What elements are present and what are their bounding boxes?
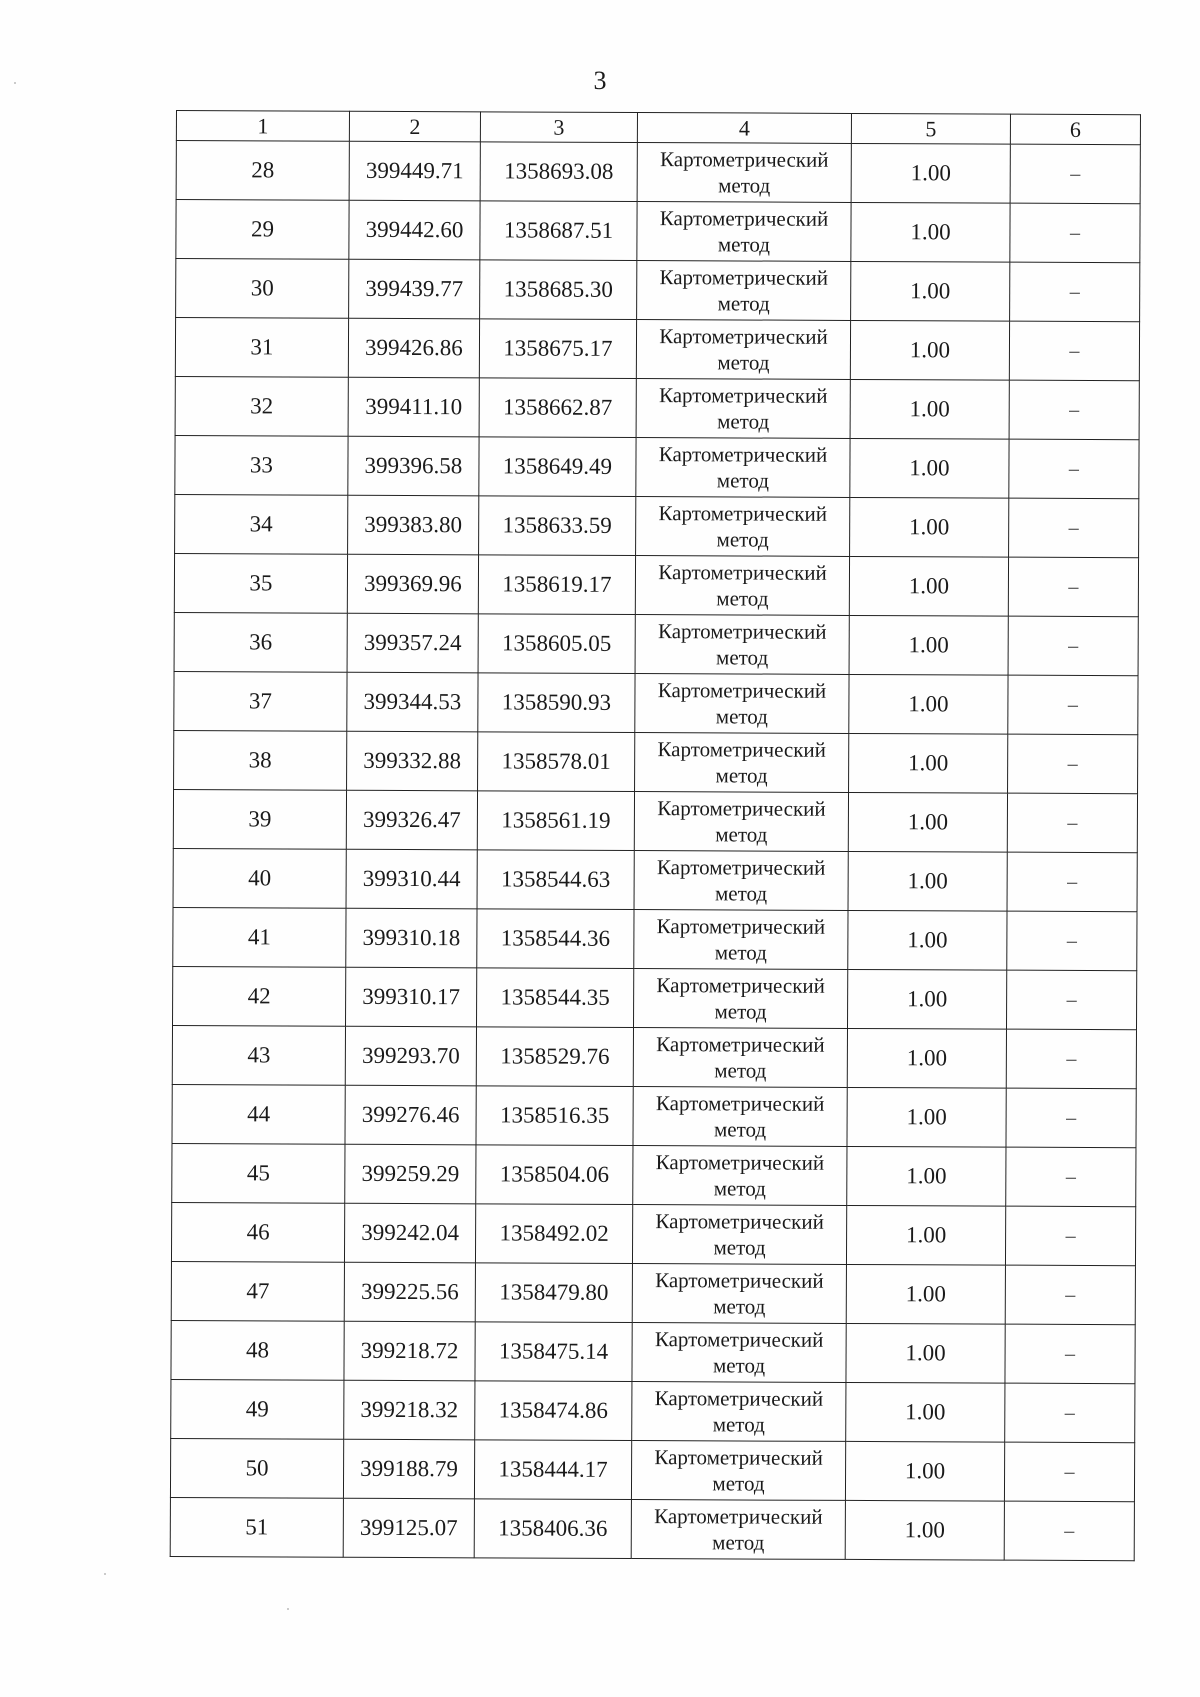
point-number-cell: 37 (174, 671, 347, 731)
note-cell: – (1008, 734, 1138, 794)
method-line-1: Картометрический (657, 678, 827, 703)
method-cell (636, 320, 850, 380)
point-number-cell: 43 (172, 1025, 345, 1085)
table-row (175, 318, 1139, 381)
x-coordinate-cell: 399332.88 (347, 731, 478, 791)
point-number-cell: 33 (175, 435, 348, 495)
method-line-2: метод (716, 586, 769, 611)
point-number-cell: 35 (174, 553, 347, 613)
point-number-cell: 34 (175, 494, 348, 554)
y-coordinate-cell: 1358590.93 (478, 673, 635, 733)
table-row (174, 671, 1138, 734)
method-line-2: метод (715, 704, 768, 729)
method-cell (635, 615, 849, 675)
note-cell: – (1008, 557, 1138, 617)
y-coordinate-cell: 1358649.49 (479, 437, 636, 497)
note-cell: – (1010, 144, 1140, 204)
method-line-2: метод (713, 1117, 767, 1142)
point-number-cell: 36 (174, 612, 347, 672)
x-coordinate-cell: 399426.86 (348, 318, 479, 378)
y-coordinate-cell: 1358561.19 (477, 791, 634, 851)
method-line-2: метод (712, 1412, 765, 1437)
header-cell: 1 (176, 111, 349, 142)
method-line-2: метод (714, 999, 767, 1024)
method-line-1: Картометрический (656, 855, 826, 880)
method-line-2: метод (713, 1235, 766, 1260)
method-cell (635, 733, 849, 793)
method-cell (636, 379, 850, 439)
x-coordinate-cell: 399411.10 (348, 377, 479, 437)
method-line-2: метод (714, 881, 768, 906)
method-line-2: метод (715, 822, 768, 847)
point-number-cell: 30 (176, 259, 349, 319)
note-cell: – (1009, 321, 1139, 381)
header-cell: 4 (637, 113, 851, 144)
method-line-1: Картометрический (658, 560, 827, 585)
x-coordinate-cell: 399259.29 (345, 1144, 476, 1204)
method-line-1: Картометрический (654, 1445, 823, 1470)
table-row (172, 1143, 1136, 1206)
table-row (172, 1025, 1136, 1088)
method-line-1: Картометрический (656, 1032, 825, 1057)
header-cell: 2 (349, 111, 480, 142)
y-coordinate-cell: 1358693.08 (480, 142, 637, 202)
method-line-2: метод (716, 645, 769, 670)
method-line-1: Картометрический (660, 147, 829, 172)
accuracy-cell: 1.00 (846, 1264, 1005, 1324)
x-coordinate-cell: 399439.77 (349, 259, 480, 319)
table-row (170, 1438, 1134, 1501)
note-cell: – (1008, 675, 1138, 735)
point-number-cell: 50 (170, 1438, 343, 1498)
table-row (174, 553, 1138, 616)
accuracy-cell: 1.00 (848, 910, 1007, 970)
method-line-1: Картометрический (659, 265, 829, 290)
method-cell (632, 1382, 846, 1442)
x-coordinate-cell: 399449.71 (349, 141, 480, 201)
method-line-1: Картометрический (655, 1150, 825, 1175)
x-coordinate-cell: 399188.79 (343, 1439, 474, 1499)
accuracy-cell: 1.00 (845, 1441, 1004, 1501)
page-number: 3 (593, 66, 607, 95)
method-line-2: метод (718, 173, 771, 198)
table-header-row (176, 111, 1140, 145)
x-coordinate-cell: 399293.70 (345, 1026, 476, 1086)
point-number-cell: 31 (175, 318, 348, 378)
method-line-1: Картометрический (657, 796, 826, 821)
method-line-1: Картометрический (655, 1209, 824, 1234)
point-number-cell: 51 (170, 1497, 343, 1557)
accuracy-cell: 1.00 (849, 674, 1008, 734)
accuracy-cell: 1.00 (851, 143, 1010, 203)
method-line-2: метод (715, 763, 768, 788)
table-row (173, 848, 1137, 911)
table-row (175, 435, 1139, 498)
y-coordinate-cell: 1358662.87 (479, 378, 636, 438)
accuracy-cell: 1.00 (850, 320, 1009, 380)
method-line-1: Картометрический (656, 973, 825, 998)
method-line-2: метод (713, 1294, 766, 1319)
x-coordinate-cell: 399310.17 (346, 967, 477, 1027)
accuracy-cell: 1.00 (850, 497, 1009, 557)
method-line-1: Картометрический (655, 1091, 825, 1116)
table-row (170, 1497, 1134, 1560)
accuracy-cell: 1.00 (845, 1500, 1004, 1560)
accuracy-cell: 1.00 (847, 1028, 1006, 1088)
x-coordinate-cell: 399125.07 (343, 1498, 474, 1558)
scan-speck (104, 1573, 106, 1575)
accuracy-cell: 1.00 (846, 1323, 1005, 1383)
x-coordinate-cell: 399383.80 (348, 495, 479, 555)
accuracy-cell: 1.00 (851, 261, 1010, 321)
x-coordinate-cell: 399357.24 (347, 613, 478, 673)
point-number-cell: 46 (171, 1202, 344, 1262)
table-row (174, 730, 1138, 793)
table-row (173, 966, 1137, 1029)
scan-speck (287, 1608, 289, 1610)
method-cell (637, 202, 851, 262)
method-line-1: Картометрический (654, 1327, 824, 1352)
x-coordinate-cell: 399344.53 (347, 672, 478, 732)
x-coordinate-cell: 399310.18 (346, 908, 477, 968)
method-cell (632, 1323, 846, 1383)
method-cell (634, 851, 848, 911)
y-coordinate-cell: 1358504.06 (476, 1145, 633, 1205)
accuracy-cell: 1.00 (850, 379, 1009, 439)
table-row (171, 1320, 1135, 1383)
y-coordinate-cell: 1358516.35 (476, 1086, 633, 1146)
y-coordinate-cell: 1358544.36 (477, 909, 634, 969)
method-line-2: метод (714, 940, 767, 965)
note-cell: – (1007, 911, 1137, 971)
method-cell (632, 1264, 846, 1324)
x-coordinate-cell: 399276.46 (345, 1085, 476, 1145)
method-line-1: Картометрический (658, 501, 828, 526)
point-number-cell: 49 (171, 1379, 344, 1439)
method-line-1: Картометрический (654, 1386, 824, 1411)
y-coordinate-cell: 1358475.14 (475, 1322, 632, 1382)
point-number-cell: 42 (173, 966, 346, 1026)
header-cell: 6 (1010, 114, 1140, 145)
table-row (175, 494, 1139, 557)
method-cell (635, 556, 849, 616)
note-cell: – (1006, 1029, 1136, 1089)
method-line-1: Картометрический (657, 619, 827, 644)
x-coordinate-cell: 399369.96 (347, 554, 478, 614)
method-cell (633, 1146, 847, 1206)
table-row (171, 1261, 1135, 1324)
note-cell: – (1007, 793, 1137, 853)
method-line-1: Картометрический (657, 737, 827, 762)
method-line-1: Картометрический (659, 324, 828, 349)
accuracy-cell: 1.00 (847, 1087, 1006, 1147)
method-line-2: метод (716, 527, 769, 552)
table-row (171, 1379, 1135, 1442)
y-coordinate-cell: 1358633.59 (479, 496, 636, 556)
y-coordinate-cell: 1358529.76 (476, 1027, 633, 1087)
y-coordinate-cell: 1358474.86 (475, 1381, 632, 1441)
y-coordinate-cell: 1358687.51 (480, 201, 637, 261)
note-cell: – (1010, 203, 1140, 263)
point-number-cell: 48 (171, 1320, 344, 1380)
method-line-2: метод (716, 468, 769, 493)
table-row (173, 907, 1137, 970)
y-coordinate-cell: 1358675.17 (479, 319, 636, 379)
method-cell (633, 1087, 847, 1147)
accuracy-cell: 1.00 (848, 792, 1007, 852)
coordinates-table (170, 110, 1141, 1561)
note-cell: – (1004, 1501, 1134, 1561)
point-number-cell: 39 (173, 789, 346, 849)
table-row (176, 259, 1140, 322)
note-cell: – (1006, 970, 1136, 1030)
method-line-1: Картометрический (658, 442, 828, 467)
point-number-cell: 41 (173, 907, 346, 967)
note-cell: – (1010, 262, 1140, 322)
y-coordinate-cell: 1358479.80 (475, 1263, 632, 1323)
point-number-cell: 47 (171, 1261, 344, 1321)
method-line-1: Картометрический (659, 206, 829, 231)
point-number-cell: 32 (175, 376, 348, 436)
method-cell (632, 1205, 846, 1265)
x-coordinate-cell: 399218.32 (344, 1380, 475, 1440)
method-cell (637, 261, 851, 321)
point-number-cell: 38 (174, 730, 347, 790)
note-cell: – (1009, 439, 1139, 499)
table-row (171, 1202, 1135, 1265)
method-line-2: метод (717, 232, 771, 257)
x-coordinate-cell: 399225.56 (344, 1262, 475, 1322)
x-coordinate-cell: 399242.04 (344, 1203, 475, 1263)
method-line-2: метод (717, 291, 770, 316)
y-coordinate-cell: 1358605.05 (478, 614, 635, 674)
note-cell: – (1009, 498, 1139, 558)
point-number-cell: 44 (172, 1084, 345, 1144)
accuracy-cell: 1.00 (849, 733, 1008, 793)
accuracy-cell: 1.00 (849, 556, 1008, 616)
method-cell (634, 969, 848, 1029)
note-cell: – (1009, 380, 1139, 440)
y-coordinate-cell: 1358406.36 (474, 1499, 631, 1559)
y-coordinate-cell: 1358544.63 (477, 850, 634, 910)
header-cell: 3 (480, 112, 637, 143)
y-coordinate-cell: 1358492.02 (475, 1204, 632, 1264)
method-line-2: метод (712, 1353, 766, 1378)
note-cell: – (1005, 1265, 1135, 1325)
method-line-2: метод (714, 1058, 767, 1083)
accuracy-cell: 1.00 (847, 1146, 1006, 1206)
y-coordinate-cell: 1358578.01 (478, 732, 635, 792)
table-row (176, 141, 1140, 204)
table-row (176, 200, 1140, 263)
point-number-cell: 40 (173, 848, 346, 908)
accuracy-cell: 1.00 (847, 969, 1006, 1029)
method-cell (636, 438, 850, 498)
table-body (170, 111, 1140, 1561)
y-coordinate-cell: 1358444.17 (474, 1440, 631, 1500)
scan-speck (14, 82, 16, 84)
method-cell (635, 674, 849, 734)
note-cell: – (1006, 1147, 1136, 1207)
note-cell: – (1005, 1383, 1135, 1443)
accuracy-cell: 1.00 (846, 1382, 1005, 1442)
point-number-cell: 29 (176, 200, 349, 260)
accuracy-cell: 1.00 (848, 851, 1007, 911)
header-cell: 5 (851, 113, 1010, 144)
x-coordinate-cell: 399310.44 (346, 849, 477, 909)
method-cell (637, 143, 851, 203)
method-line-2: метод (717, 350, 770, 375)
table-row (174, 612, 1138, 675)
method-cell (631, 1500, 845, 1560)
method-line-2: метод (712, 1530, 765, 1555)
method-cell (634, 910, 848, 970)
method-cell (636, 497, 850, 557)
note-cell: – (1007, 852, 1137, 912)
note-cell: – (1005, 1324, 1135, 1384)
note-cell: – (1005, 1206, 1135, 1266)
method-line-1: Картометрический (656, 914, 826, 939)
note-cell: – (1004, 1442, 1134, 1502)
method-line-2: метод (713, 1176, 766, 1201)
accuracy-cell: 1.00 (846, 1205, 1005, 1265)
table-row (172, 1084, 1136, 1147)
method-line-2: метод (717, 409, 770, 434)
method-line-1: Картометрический (655, 1268, 824, 1293)
method-cell (631, 1441, 845, 1501)
method-line-1: Картометрический (658, 383, 828, 408)
note-cell: – (1008, 616, 1138, 676)
y-coordinate-cell: 1358544.35 (477, 968, 634, 1028)
accuracy-cell: 1.00 (850, 438, 1009, 498)
point-number-cell: 45 (172, 1143, 345, 1203)
method-cell (633, 1028, 847, 1088)
accuracy-cell: 1.00 (851, 202, 1010, 262)
accuracy-cell: 1.00 (849, 615, 1008, 675)
x-coordinate-cell: 399326.47 (346, 790, 477, 850)
x-coordinate-cell: 399218.72 (344, 1321, 475, 1381)
y-coordinate-cell: 1358685.30 (480, 260, 637, 320)
x-coordinate-cell: 399442.60 (349, 200, 480, 260)
method-cell (634, 792, 848, 852)
y-coordinate-cell: 1358619.17 (478, 555, 635, 615)
table-row (175, 376, 1139, 439)
point-number-cell: 28 (176, 141, 349, 201)
note-cell: – (1006, 1088, 1136, 1148)
method-line-2: метод (712, 1471, 765, 1496)
method-line-1: Картометрический (654, 1504, 823, 1529)
x-coordinate-cell: 399396.58 (348, 436, 479, 496)
table-row (173, 789, 1137, 852)
